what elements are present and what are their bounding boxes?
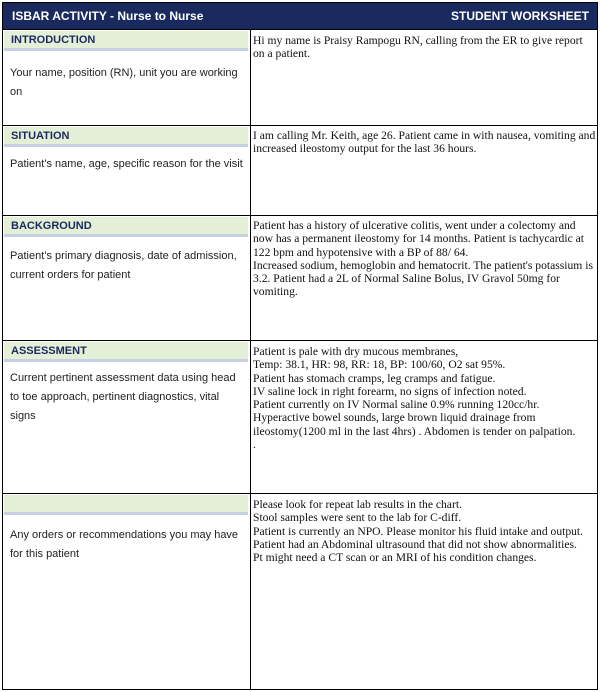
section-recommendation [3,493,597,689]
response-line: . [253,438,256,452]
response-line: Stool samples were sent to the lab for C-diff. [253,511,462,525]
section-situation [3,125,597,215]
section-recommendation-label [4,495,248,515]
worksheet-title: ISBAR ACTIVITY - Nurse to Nurse [12,9,204,23]
section-situation-prompt: Patient’s name, age, specific reason for the visit [10,158,243,170]
response-line: Increased sodium, hemoglobin and hematocrit. The patient's potassium is 3.2. Patient had a 2L of Normal Saline Bolus, IV Gravol 50mg for vomiting. [253,258,593,299]
isbar-worksheet [2,2,598,690]
response-line: Patient currently on IV Normal saline 0.9% running 120cc/hr. [253,398,540,412]
worksheet-header [3,3,597,29]
worksheet-type-label: STUDENT WORKSHEET [451,9,589,23]
section-background [3,215,597,340]
section-assessment-prompt: Current pertinent assessment data using head to toe approach, pertinent diagnostics, vital signs [10,372,236,422]
section-situation-label: SITUATION [4,127,248,147]
response-line: Patient is pale with dry mucous membranes, [253,345,459,358]
response-line: Patient is currently an NPO. Please monitor his fluid intake and output. [253,524,584,538]
section-recommendation-response [253,498,597,564]
section-recommendation-left [3,494,251,689]
section-background-prompt: Patient’s primary diagnosis, date of admission, current orders for patient [10,250,237,281]
section-introduction-left [3,30,251,125]
response-line: Please look for repeat lab results in the chart. [253,498,462,511]
section-assessment [3,340,597,493]
section-background-left [3,216,251,340]
response-line: Patient has stomach cramps, leg cramps and fatigue. [253,371,496,385]
response-line: I am calling Mr. Keith, age 26. Patient came in with nausea, vomiting and increased ileostomy output for the last 36 hours. [253,129,596,156]
section-assessment-response [253,345,597,451]
section-introduction-label: INTRODUCTION [4,31,248,51]
response-line: IV saline lock in right forearm, no signs of infection noted. [253,384,527,398]
response-line: Patient has a history of ulcerative colitis, went under a colectomy and now has a permanent ileostomy for 14 months. Patient is tachycardic at 122 bpm and hypotensive with a BP of 88/ 64. [253,219,584,259]
response-line: Temp: 38.1, HR: 98, RR: 18, BP: 100/60, O2 sat 95%. [253,358,506,372]
section-situation-left [3,126,251,215]
section-introduction-prompt: Your name, position (RN), unit you are working on [10,67,238,98]
section-background-response [253,219,597,299]
section-assessment-left [3,341,251,493]
section-recommendation-prompt: Any orders or recommendations you may have for this patient [10,529,239,560]
section-background-label: BACKGROUND [4,217,248,237]
section-introduction [3,29,597,125]
response-line: Pt might need a CT scan or an MRI of his condition changes. [253,551,537,565]
section-situation-response [253,129,597,156]
section-introduction-response [253,34,597,61]
response-line: Hyperactive bowel sounds, large brown liquid drainage from ileostomy(1200 ml in the last 4hrs) . Abdomen is tender on palpation. [253,411,576,438]
section-assessment-label: ASSESSMENT [4,342,248,362]
response-line: Patient had an Abdominal ultrasound that did not show abnormalities. [253,537,577,551]
response-line: Hi my name is Praisy Rampogu RN, calling from the ER to give report on a patient. [253,34,583,61]
